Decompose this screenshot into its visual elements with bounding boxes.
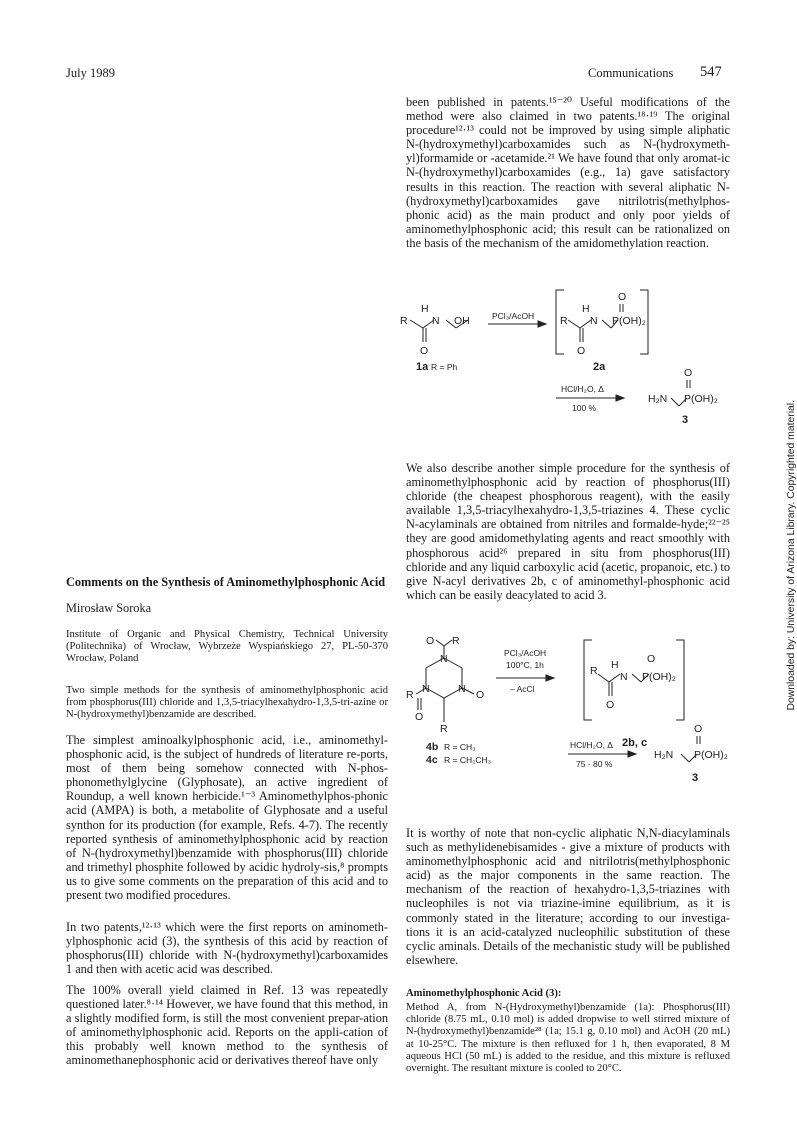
svg-text:N: N [590, 315, 598, 327]
label-3b: 3 [692, 772, 699, 784]
svg-text:O: O [618, 291, 627, 303]
hydrolysis-2: HCl/H₂O, Δ [570, 740, 613, 750]
reagent-1: PCl₃/AcOH [492, 311, 535, 321]
right-top-paragraph: been published in patents.¹⁵⁻²⁰ Useful modifications of the method were also claimed in two patents.¹⁸·¹⁹ The original procedure¹²·¹³ could not be improved by using simple aliphatic N-(hydroxymethyl)carboxamides such as N-(hydroxymeth-yl)formamide or -acetamide.²¹ We have found that only aromat-ic N-(hydroxymethyl)carboxamides (e.g., 1a) gave satisfactory results in this reaction. The reaction with several aliphatic N-(hydroxymethyl)carboxamides gave nitrilotris(methylphos-phonic acid) as the main product and only poor yields of aminomethylphosphonic acid; this result can be rationalized on the basis of the mechanism of the amidomethylation reaction. [406, 95, 730, 250]
svg-text:N: N [458, 683, 466, 695]
svg-text:O: O [694, 723, 703, 735]
label-4b-sub: R = CH₃ [444, 742, 476, 752]
svg-text:R: R [590, 665, 598, 677]
label-1a-sub: R = Ph [431, 362, 458, 372]
svg-text:OH: OH [454, 315, 470, 327]
svg-text:P(OH)₂: P(OH)₂ [642, 671, 676, 683]
svg-text:N: N [422, 683, 430, 695]
yield-2: 75 - 80 % [576, 759, 613, 769]
svg-text:H₂N: H₂N [654, 749, 674, 761]
article-abstract: Two simple methods for the synthesis of aminomethylphosphonic acid from phosphorus(III) chloride and 1,3,5-triacylhexahydro-1,3,5-tri-azine or N-(hydroxymethyl)benzamide are described. [66, 685, 388, 721]
svg-text:H: H [611, 659, 619, 671]
label-4c-sub: R = CH₂CH₃ [444, 755, 492, 765]
scheme-2 [396, 636, 746, 826]
reagent2-2: 100°C, 1h [506, 660, 544, 670]
scheme-1 [396, 282, 746, 432]
svg-text:O: O [577, 345, 586, 357]
svg-text:O: O [647, 653, 656, 665]
svg-text:P(OH)₂: P(OH)₂ [684, 393, 718, 405]
download-notice: Downloaded by: University of Arizona Library. Copyrighted material. [786, 400, 797, 711]
label-2a: 2a [593, 361, 606, 373]
svg-text:R: R [560, 315, 568, 327]
svg-text:N: N [432, 315, 440, 327]
svg-text:O: O [426, 635, 435, 647]
label-4b: 4b [426, 741, 439, 753]
article-author: Mirosław Soroka [66, 601, 152, 615]
svg-text:P(OH)₂: P(OH)₂ [612, 315, 646, 327]
yield-1: 100 % [572, 403, 597, 413]
right-mid-paragraph: We also describe another simple procedure for the synthesis of aminomethylphosphonic acid by reaction of phosphorus(III) chloride (the cheapest phosphorous reagent), with the easily available 1,3,5-triacylhexahydro-1,3,5-triazines 4. These cyclic N-acylaminals are obtained from nitriles and formalde-hyde;²²⁻²⁵ they are good amidomethylating agents and react smoothly with phosphorous acid²⁶ prepared in situ from phosphorus(III) chloride and any liquid carboxylic acid (acetic, propanoic, etc.) to give N-acyl derivatives 2b, c of aminomethyl-phosphonic acid which can be easily deacylated to acid 3. [406, 461, 730, 602]
svg-text:P(OH)₂: P(OH)₂ [694, 749, 728, 761]
svg-text:R: R [452, 635, 460, 647]
label-3a: 3 [682, 414, 689, 426]
svg-text:O: O [415, 711, 424, 723]
svg-text:O: O [420, 345, 429, 357]
header-section: Communications [588, 66, 674, 80]
header-page-number: 547 [700, 64, 722, 80]
experimental-heading: Aminomethylphosphonic Acid (3): [406, 988, 562, 999]
svg-text:N: N [440, 653, 448, 665]
reagent2-3: – AcCl [510, 684, 535, 694]
left-body-p3: The 100% overall yield claimed in Ref. 13 was repeatedly questioned later.⁸·¹⁴ However, we have found that this method, in a slightly modified form, is still the most convenient prepar-ation of aminomethylphosphonic acid. Reports on the appli-cation of this probably well known method to the synthesis of aminomethanephosphonic acid or derivatives thereof have only [66, 983, 388, 1068]
svg-text:O: O [684, 367, 693, 379]
experimental-text: Method A, from N-(Hydroxymethyl)benzamide (1a): Phosphorus(III) chloride (8.75 mL, 0.10 mol) is added dropwise to well stirred mixture of N-(hydroxymethyl)benzamide²⁸ (1a; 15.1 g, 0.10 mol) and AcOH (20 mL) at 10-25°C. The mixture is then refluxed for 1 h, then evaporated, 8 M aqueous HCl (50 mL) is added to the residue, and this mixture is refluxed overnight. The resultant mixture is cooled to 20°C. [406, 1002, 730, 1075]
article-affiliation: Institute of Organic and Physical Chemistry, Technical University (Politechnika) of Wrocław, Wybrzeże Wyspiańskiego 27, PL-50-370 Wrocław, Poland [66, 629, 388, 665]
svg-text:R: R [400, 315, 408, 327]
svg-text:H: H [582, 303, 590, 315]
header-date: July 1989 [66, 66, 115, 80]
svg-text:O: O [606, 699, 615, 711]
label-4c: 4c [426, 754, 438, 766]
label-2bc: 2b, c [622, 737, 648, 749]
svg-text:R: R [440, 723, 448, 735]
reagent2-1: PCl₃/AcOH [504, 648, 547, 658]
svg-text:N: N [620, 671, 628, 683]
label-1a: 1a [416, 361, 429, 373]
svg-text:H: H [421, 303, 429, 315]
right-bottom-paragraph: It is worthy of note that non-cyclic aliphatic N,N-diacylaminals such as methylidenebisamides - give a mixture of products with aminomethylphosphonic acid and nitrilotris(methylphosphonic acid) as the major components in the same reaction. The mechanism of the reaction of hexahydro-1,3,5-triazines with nucleophiles is not via triazine-imine equilibrium, as it is commonly stated in the literature; according to our investiga-tions it is an acid-catalyzed nucleophilic substitution of these cyclic aminals. Details of the mechanistic study will be published elsewhere. [406, 826, 730, 967]
left-body-p1: The simplest aminoalkylphosphonic acid, i.e., aminomethyl-phosphonic acid, is the subject of hundreds of literature re-ports, most of them being somehow connected with N-phos-phonomethylglycine (Glyphosate), an active ingredient of Roundup, a well known herbicide.¹⁻³ Aminomethylphos-phonic acid (AMPA) is both, a metabolite of Glyphosate and a useful synthon for its production (for example, Refs. 4-7). The recently reported synthesis of aminomethylphosphonic acid by reaction of N-(hydroxymethyl)benzamide with phosphorus(III) chloride and trimethyl phosphite followed by acidic hydroly-sis,⁸ prompts us to give some comments on the preparation of this acid and to present two modified procedures. [66, 733, 388, 903]
left-body-p2: In two patents,¹²·¹³ which were the first reports on aminometh-ylphosphonic acid (3), the synthesis of this acid by reaction of phosphorus(III) chloride with N-(hydroxymethyl)carboxamides 1 and then with acetic acid was described. [66, 920, 388, 977]
article-title: Comments on the Synthesis of Aminomethylphosphonic Acid [66, 575, 386, 589]
svg-text:R: R [406, 689, 414, 701]
svg-text:H₂N: H₂N [648, 393, 668, 405]
hydrolysis-1: HCl/H₂O, Δ [561, 384, 604, 394]
svg-text:O: O [476, 689, 485, 701]
